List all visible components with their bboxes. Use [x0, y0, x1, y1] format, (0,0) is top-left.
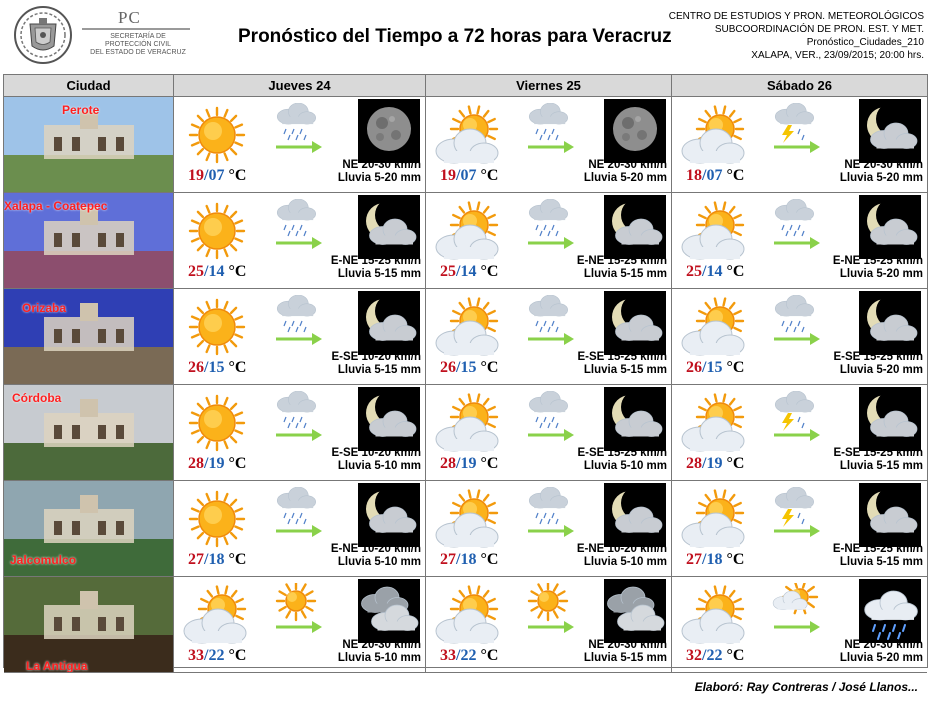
rain-text: Lluvia 5-15 mm [583, 364, 667, 376]
clouds-icon [358, 579, 420, 643]
proteccion-civil-logo [82, 8, 192, 64]
partly-cloudy-icon [434, 201, 504, 263]
wind-rain-info [833, 255, 923, 281]
wind-rain-info [578, 351, 667, 377]
wind-text: E-NE 15-25 km/h [576, 255, 667, 267]
temp-unit: °C [228, 359, 247, 376]
temp-min: 14 [706, 263, 723, 280]
wind-text: E-SE 10-20 km/h [331, 351, 421, 363]
temp-unit: °C [726, 263, 745, 280]
moon-cloud-icon [859, 387, 921, 451]
temp-unit: °C [726, 359, 745, 376]
forecast-cell [174, 97, 426, 193]
partly-cloudy-icon [680, 585, 750, 647]
temp-max: 25 [686, 263, 702, 280]
rain-text: Lluvia 5-15 mm [839, 556, 923, 568]
temperature [686, 551, 744, 569]
partly-cloudy-icon [772, 583, 820, 635]
pc-sub-line-3: DEL ESTADO DE VERACRUZ [90, 49, 186, 56]
column-header-day1: Jueves 24 [174, 75, 426, 97]
wind-text: E-SE 15-25 km/h [577, 447, 667, 459]
temperature [686, 647, 744, 665]
temp-unit: °C [228, 647, 247, 664]
moon-cloud-icon [859, 483, 921, 547]
temp-max: 19 [188, 167, 204, 184]
rain-text: Lluvia 5-10 mm [337, 652, 421, 664]
temperature [188, 647, 246, 665]
sunny-icon [182, 105, 252, 167]
sunny-icon [182, 489, 252, 551]
clouds-icon [604, 579, 666, 643]
temp-max: 28 [686, 455, 702, 472]
temp-separator: / [456, 167, 461, 184]
rain-cloud-icon [274, 391, 322, 443]
rain-text: Lluvia 5-20 mm [583, 172, 667, 184]
moon-cloud-icon [604, 291, 666, 355]
partly-cloudy-icon [680, 201, 750, 263]
forecast-cell [672, 385, 927, 481]
temperature [440, 359, 498, 377]
rain-text: Lluvia 5-15 mm [583, 268, 667, 280]
temp-unit: °C [228, 551, 247, 568]
temp-min: 14 [208, 263, 225, 280]
column-header-city: Ciudad [4, 75, 174, 97]
wind-text: E-NE 15-25 km/h [330, 255, 421, 267]
city-name: Orizaba [22, 301, 67, 315]
temp-min: 15 [208, 359, 225, 376]
rain-cloud-icon [526, 103, 574, 155]
wind-text: E-SE 15-25 km/h [833, 447, 923, 459]
sun-icon [526, 583, 574, 635]
temp-min: 22 [706, 647, 723, 664]
moon-cloud-icon [358, 387, 420, 451]
temp-unit: °C [480, 551, 499, 568]
temp-max: 18 [686, 167, 702, 184]
temperature [440, 647, 498, 665]
forecast-cell [672, 481, 927, 577]
wind-text: NE 20-30 km/h [342, 639, 421, 651]
rain-text: Lluvia 5-15 mm [337, 268, 421, 280]
wind-text: E-SE 15-25 km/h [833, 351, 923, 363]
rain-cloud-icon [772, 199, 820, 251]
moon-cloud-icon [859, 291, 921, 355]
wind-rain-info [584, 639, 667, 665]
rain-text: Lluvia 5-20 mm [337, 172, 421, 184]
temp-min: 07 [460, 167, 477, 184]
temperature [440, 551, 498, 569]
temp-min: 07 [208, 167, 225, 184]
temp-unit: °C [726, 455, 745, 472]
wind-text: NE 20-30 km/h [844, 639, 923, 651]
veracruz-seal-icon [10, 4, 76, 66]
page-header [0, 0, 938, 72]
temp-separator: / [702, 551, 707, 568]
forecast-cell [174, 289, 426, 385]
temp-min: 19 [208, 455, 225, 472]
temp-min: 18 [208, 551, 225, 568]
rain-cloud-night-icon [859, 579, 921, 643]
rain-text: Lluvia 5-20 mm [839, 268, 923, 280]
wind-text: E-SE 10-20 km/h [331, 447, 421, 459]
pc-sub-line-1: SECRETARÍA DE [110, 33, 166, 40]
temp-separator: / [204, 359, 209, 376]
pc-logo-divider [82, 28, 190, 30]
temp-unit: °C [726, 167, 745, 184]
temp-min: 22 [208, 647, 225, 664]
temp-separator: / [702, 167, 707, 184]
full-moon-icon [358, 99, 420, 163]
temp-separator: / [702, 263, 707, 280]
forecast-cell [426, 385, 672, 481]
rain-text: Lluvia 5-20 mm [839, 364, 923, 376]
temperature [686, 167, 744, 185]
city-name: Córdoba [12, 391, 62, 405]
temperature [686, 263, 744, 281]
rain-text: Lluvia 5-10 mm [337, 460, 421, 472]
forecast-cell [426, 577, 672, 673]
rain-text: Lluvia 5-15 mm [839, 460, 923, 472]
wind-rain-info [834, 351, 923, 377]
wind-text: NE 20-30 km/h [588, 639, 667, 651]
wind-rain-info [833, 543, 923, 569]
partly-cloudy-icon [182, 585, 252, 647]
moon-cloud-icon [358, 483, 420, 547]
partly-cloudy-icon [434, 489, 504, 551]
temp-max: 28 [440, 455, 456, 472]
temp-separator: / [702, 455, 707, 472]
partly-cloudy-icon [680, 489, 750, 551]
wind-text: NE 20-30 km/h [342, 159, 421, 171]
temp-unit: °C [480, 455, 499, 472]
temperature [686, 359, 744, 377]
forecast-cell [426, 97, 672, 193]
moon-cloud-icon [859, 195, 921, 259]
city-name: Perote [62, 103, 100, 117]
temp-separator: / [204, 455, 209, 472]
temperature [188, 551, 246, 569]
moon-cloud-icon [604, 195, 666, 259]
temperature [188, 359, 246, 377]
footer-author: Elaboró: Ray Contreras / José Llanos... [694, 680, 918, 694]
storm-cloud-icon [772, 391, 820, 443]
rain-cloud-icon [274, 103, 322, 155]
temperature [188, 263, 246, 281]
forecast-cell [426, 193, 672, 289]
temp-unit: °C [726, 551, 745, 568]
temp-min: 15 [706, 359, 723, 376]
partly-cloudy-icon [680, 297, 750, 359]
temp-max: 33 [440, 647, 456, 664]
issuer-line-2: SUBCOORDINACIÓN DE PRON. EST. Y MET. [714, 24, 924, 35]
temp-separator: / [702, 647, 707, 664]
wind-rain-info [577, 255, 667, 281]
city-name: La Antigua [26, 659, 88, 673]
city-name: Xalapa - Coatepec [4, 199, 108, 213]
forecast-cell [672, 97, 927, 193]
temperature [440, 263, 498, 281]
forecast-cell [426, 481, 672, 577]
temp-unit: °C [480, 263, 499, 280]
temp-separator: / [204, 551, 209, 568]
temp-min: 14 [460, 263, 477, 280]
temp-max: 26 [686, 359, 702, 376]
rain-text: Lluvia 5-15 mm [583, 652, 667, 664]
full-moon-icon [604, 99, 666, 163]
rain-text: Lluvia 5-20 mm [839, 652, 923, 664]
temp-unit: °C [480, 647, 499, 664]
temp-min: 07 [706, 167, 723, 184]
temp-separator: / [456, 455, 461, 472]
wind-text: E-NE 15-25 km/h [832, 543, 923, 555]
wind-rain-info [331, 255, 421, 281]
wind-text: E-NE 15-25 km/h [832, 255, 923, 267]
pc-logo-text: PC [118, 8, 141, 27]
rain-text: Lluvia 5-10 mm [583, 460, 667, 472]
temp-separator: / [702, 359, 707, 376]
rain-cloud-icon [274, 295, 322, 347]
temp-unit: °C [228, 455, 247, 472]
forecast-cell [672, 193, 927, 289]
city-photo-cell [4, 577, 174, 673]
rain-cloud-icon [274, 199, 322, 251]
partly-cloudy-icon [434, 297, 504, 359]
temp-unit: °C [228, 263, 247, 280]
storm-cloud-icon [772, 103, 820, 155]
temp-max: 26 [440, 359, 456, 376]
wind-rain-info [840, 159, 923, 185]
wind-text: E-NE 10-20 km/h [576, 543, 667, 555]
temp-max: 33 [188, 647, 204, 664]
temp-separator: / [456, 263, 461, 280]
sunny-icon [182, 393, 252, 455]
issuer-line-3: Pronóstico_Ciudades_210 [806, 37, 924, 48]
temperature [188, 167, 246, 185]
column-header-day3: Sábado 26 [672, 75, 927, 97]
moon-cloud-icon [604, 483, 666, 547]
rain-cloud-icon [274, 487, 322, 539]
temp-unit: °C [480, 359, 499, 376]
wind-rain-info [332, 351, 421, 377]
sun-icon [274, 583, 322, 635]
rain-cloud-icon [526, 199, 574, 251]
wind-rain-info [840, 639, 923, 665]
city-photo-cell [4, 481, 174, 577]
forecast-cell [174, 193, 426, 289]
wind-text: NE 20-30 km/h [588, 159, 667, 171]
wind-rain-info [577, 543, 667, 569]
temp-min: 15 [460, 359, 477, 376]
temp-min: 18 [460, 551, 477, 568]
temp-max: 25 [440, 263, 456, 280]
temp-max: 27 [188, 551, 204, 568]
wind-rain-info [331, 543, 421, 569]
rain-text: Lluvia 5-10 mm [583, 556, 667, 568]
wind-rain-info [338, 159, 421, 185]
storm-cloud-icon [772, 487, 820, 539]
page-title: Pronóstico del Tiempo a 72 horas para Veracruz [238, 26, 672, 47]
temp-min: 19 [460, 455, 477, 472]
moon-cloud-icon [358, 195, 420, 259]
moon-cloud-icon [358, 291, 420, 355]
temp-separator: / [204, 167, 209, 184]
partly-cloudy-icon [434, 105, 504, 167]
moon-cloud-icon [604, 387, 666, 451]
temp-max: 27 [440, 551, 456, 568]
rain-cloud-icon [526, 487, 574, 539]
rain-text: Lluvia 5-10 mm [337, 556, 421, 568]
rain-cloud-icon [526, 391, 574, 443]
temperature [440, 167, 498, 185]
issuer-line-1: CENTRO DE ESTUDIOS Y PRON. METEOROLÓGICOS [668, 11, 924, 22]
wind-text: E-SE 15-25 km/h [577, 351, 667, 363]
temp-max: 32 [686, 647, 702, 664]
pc-sub-line-2: PROTECCIÓN CIVIL [104, 41, 172, 48]
temp-separator: / [456, 551, 461, 568]
wind-rain-info [578, 447, 667, 473]
city-photo-cell [4, 193, 174, 289]
temperature [686, 455, 744, 473]
forecast-cell [672, 577, 927, 673]
wind-text: NE 20-30 km/h [844, 159, 923, 171]
issuer-info [669, 10, 924, 62]
partly-cloudy-icon [434, 393, 504, 455]
temp-separator: / [204, 263, 209, 280]
temp-separator: / [204, 647, 209, 664]
temp-max: 19 [440, 167, 456, 184]
forecast-cell [174, 577, 426, 673]
partly-cloudy-icon [434, 585, 504, 647]
column-header-day2: Viernes 25 [426, 75, 672, 97]
wind-rain-info [834, 447, 923, 473]
rain-cloud-icon [772, 295, 820, 347]
forecast-cell [672, 289, 927, 385]
temp-max: 28 [188, 455, 204, 472]
wind-rain-info [332, 447, 421, 473]
wind-rain-info [584, 159, 667, 185]
temp-min: 19 [706, 455, 723, 472]
temp-separator: / [456, 647, 461, 664]
rain-cloud-icon [526, 295, 574, 347]
partly-cloudy-icon [680, 393, 750, 455]
temp-max: 26 [188, 359, 204, 376]
city-name: Jalcomulco [10, 553, 77, 567]
forecast-cell [174, 385, 426, 481]
issuer-line-4: XALAPA, VER., 23/09/2015; 20:00 hrs. [751, 50, 924, 61]
city-photo-cell [4, 97, 174, 193]
sunny-icon [182, 201, 252, 263]
temp-separator: / [456, 359, 461, 376]
temp-min: 18 [706, 551, 723, 568]
sunny-icon [182, 297, 252, 359]
temperature [440, 455, 498, 473]
forecast-table [3, 74, 928, 673]
city-photo-cell [4, 385, 174, 481]
forecast-cell [426, 289, 672, 385]
temp-unit: °C [480, 167, 499, 184]
temp-unit: °C [726, 647, 745, 664]
temp-min: 22 [460, 647, 477, 664]
moon-cloud-icon [859, 99, 921, 163]
wind-rain-info [338, 639, 421, 665]
partly-cloudy-icon [680, 105, 750, 167]
temp-unit: °C [228, 167, 247, 184]
rain-text: Lluvia 5-15 mm [337, 364, 421, 376]
forecast-cell [174, 481, 426, 577]
wind-text: E-NE 10-20 km/h [330, 543, 421, 555]
temperature [188, 455, 246, 473]
temp-max: 25 [188, 263, 204, 280]
temp-max: 27 [686, 551, 702, 568]
rain-text: Lluvia 5-20 mm [839, 172, 923, 184]
city-photo-cell [4, 289, 174, 385]
